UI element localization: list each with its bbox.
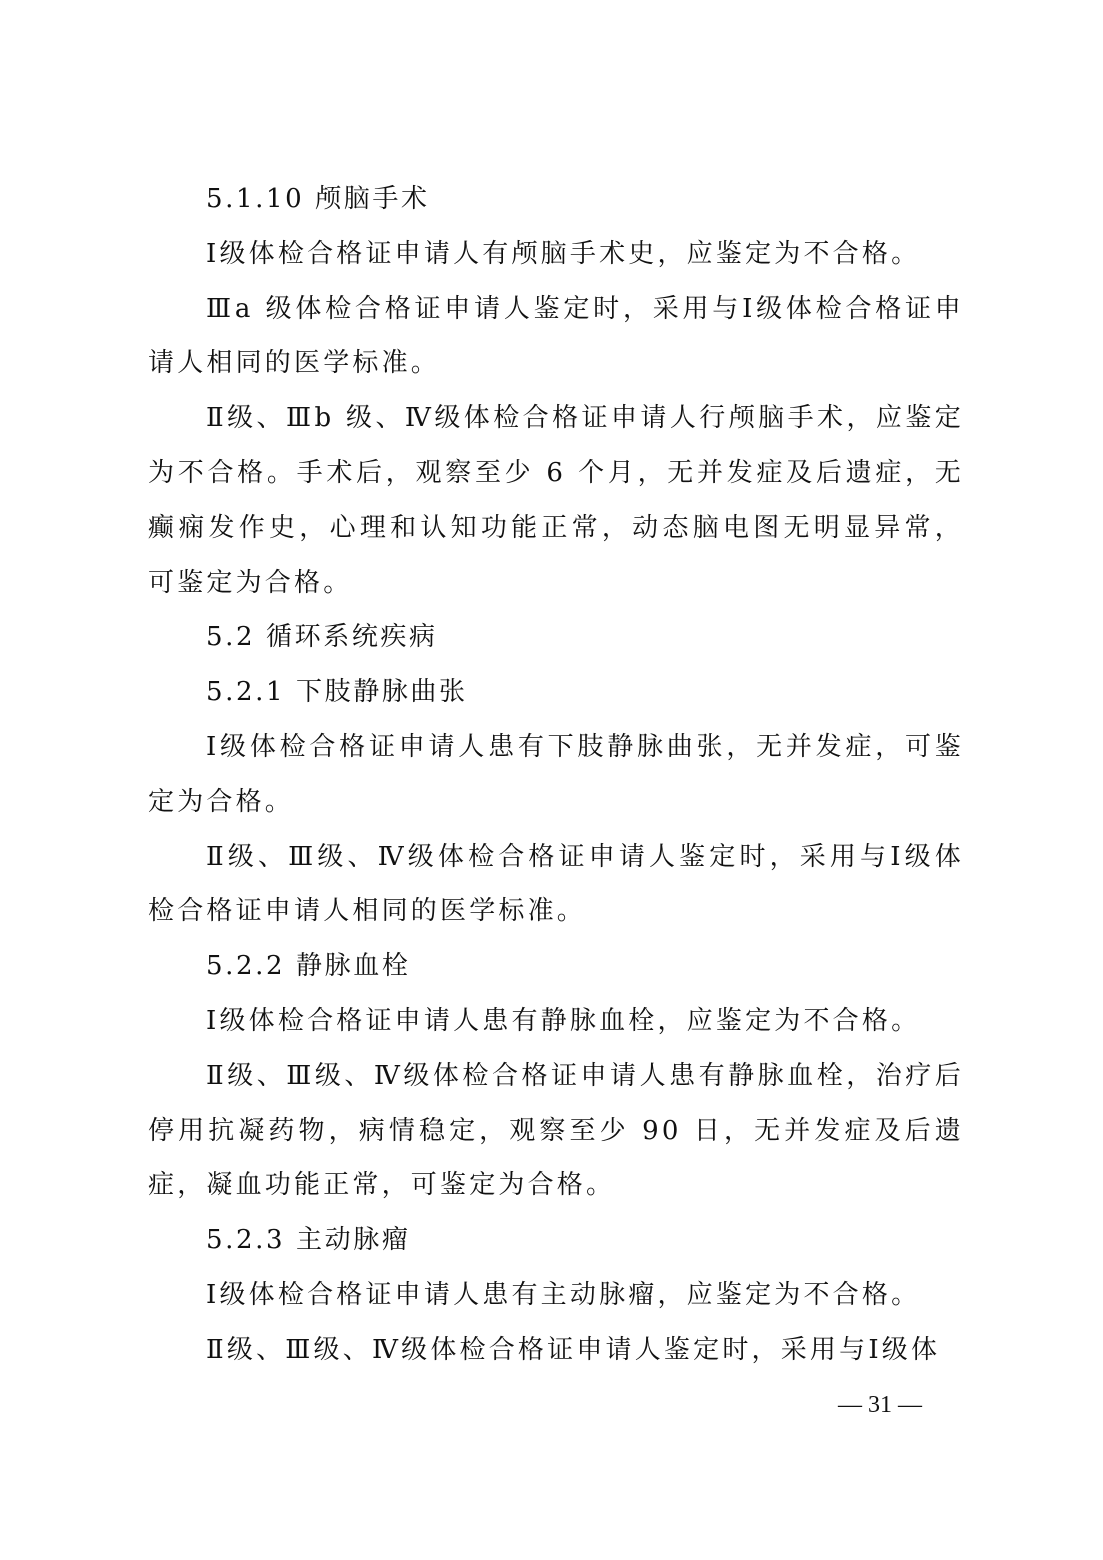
- paragraph: Ⅰ级体检合格证申请人患有静脉血栓，应鉴定为不合格。: [206, 1005, 921, 1036]
- paragraph: Ⅱ级、Ⅲ级、Ⅳ级体检合格证申请人鉴定时，采用与Ⅰ级体: [206, 1334, 941, 1365]
- paragraph: Ⅰ级体检合格证申请人有颅脑手术史，应鉴定为不合格。: [206, 238, 921, 269]
- section-heading-5-2: 5.2 循环系统疾病: [206, 622, 438, 653]
- section-heading-5-2-3: 5.2.3 主动脉瘤: [206, 1225, 411, 1256]
- document-body: [148, 172, 964, 1378]
- paragraph: Ⅱ级、Ⅲb 级、Ⅳ级体检合格证申请人行颅脑手术，应鉴定为不合格。手术后，观察至少 6 个月，无并发症及后遗症，无癫痫发作史，心理和认知功能正常，动态脑电图无明显异常，可鉴定为合格。: [148, 403, 964, 598]
- section-heading-5-1-10: 5.1.10 颅脑手术: [206, 184, 430, 214]
- paragraph: Ⅰ级体检合格证申请人患有下肢静脉曲张，无并发症，可鉴定为合格。: [148, 731, 964, 817]
- section-heading-5-2-2: 5.2.2 静脉血栓: [206, 951, 411, 982]
- paragraph: Ⅱ级、Ⅲ级、Ⅳ级体检合格证申请人患有静脉血栓，治疗后停用抗凝药物，病情稳定，观察至少 90 日，无并发症及后遗症，凝血功能正常，可鉴定为合格。: [148, 1060, 964, 1201]
- paragraph: Ⅰ级体检合格证申请人患有主动脉瘤，应鉴定为不合格。: [206, 1279, 921, 1310]
- paragraph: Ⅲa 级体检合格证申请人鉴定时，采用与Ⅰ级体检合格证申请人相同的医学标准。: [148, 293, 964, 379]
- section-heading-5-2-1: 5.2.1 下肢静脉曲张: [206, 677, 468, 708]
- page-number: — 31 —: [838, 1392, 922, 1418]
- paragraph: Ⅱ级、Ⅲ级、Ⅳ级体检合格证申请人鉴定时，采用与Ⅰ级体检合格证申请人相同的医学标准。: [148, 841, 964, 927]
